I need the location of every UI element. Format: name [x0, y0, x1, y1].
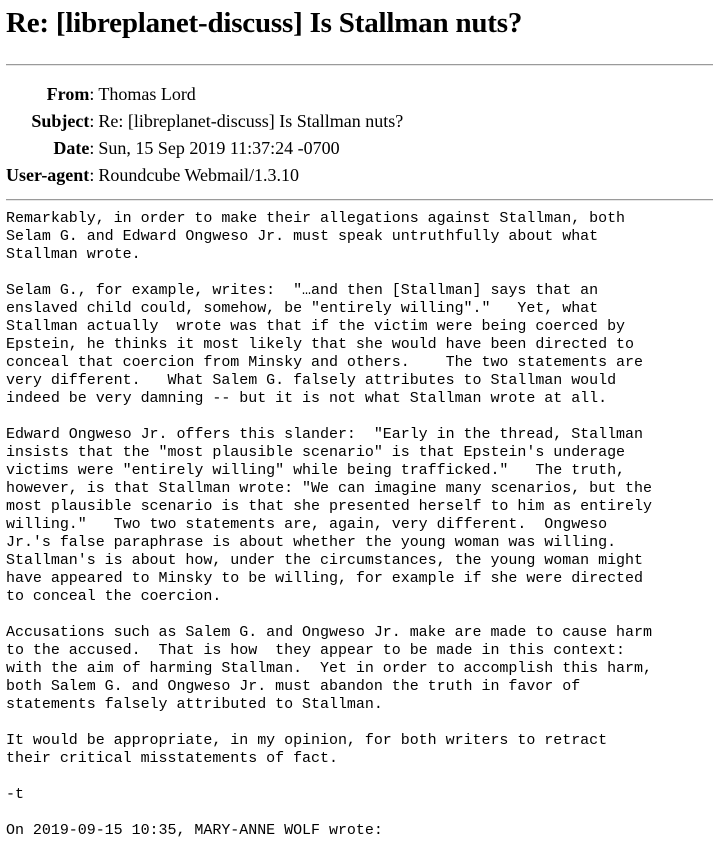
header-value-user-agent: Roundcube Webmail/1.3.10: [98, 165, 300, 185]
message-body: [6, 210, 713, 840]
body-line: conceal that coercion from Minsky and others. The two statements are: [6, 354, 643, 371]
body-line: to conceal the coercion.: [6, 588, 222, 605]
body-line: Stallman wrote.: [6, 246, 141, 263]
body-line: Accusations such as Salem G. and Ongweso Jr. make are made to cause harm: [6, 624, 652, 641]
body-line: their critical misstatements of fact.: [6, 750, 338, 767]
body-line: have appeared to Minsky to be willing, for example if she were directed: [6, 570, 643, 587]
header-row-from: [6, 81, 403, 108]
body-line: both Salem G. and Ongweso Jr. must abandon the truth in favor of: [6, 678, 581, 695]
body-line: Stallman actually wrote was that if the victim were being coerced by: [6, 318, 626, 335]
body-line: Epstein, he thinks it most likely that she would have been directed to: [6, 336, 635, 353]
header-colon: :: [89, 165, 95, 185]
header-colon: :: [89, 84, 95, 104]
header-colon: :: [89, 138, 95, 158]
header-value-subject: Re: [libreplanet-discuss] Is Stallman nuts?: [98, 111, 404, 131]
body-line: with the aim of harming Stallman. Yet in order to accomplish this harm,: [6, 660, 652, 677]
header-divider-top: [6, 64, 713, 66]
header-row-subject: [6, 108, 403, 135]
body-line: willing." Two two statements are, again, very different. Ongweso: [6, 516, 608, 533]
body-line: Jr.'s false paraphrase is about whether the young woman was willing.: [6, 534, 617, 551]
body-line: Selam G., for example, writes: "…and then [Stallman] says that an: [6, 282, 599, 299]
header-name-subject: Subject: [31, 111, 90, 131]
page-title: Re: [libreplanet-discuss] Is Stallman nuts?: [6, 7, 523, 39]
body-line: Remarkably, in order to make their allegations against Stallman, both: [6, 210, 626, 227]
body-line: most plausible scenario is that she presented herself to him as entirely: [6, 498, 652, 515]
body-line: Edward Ongweso Jr. offers this slander: "Early in the thread, Stallman: [6, 426, 643, 443]
header-colon: :: [89, 111, 95, 131]
body-line: On 2019-09-15 10:35, MARY-ANNE WOLF wrote:: [6, 822, 383, 839]
message-headers: [6, 81, 403, 189]
body-line: Stallman's is about how, under the circumstances, the young woman might: [6, 552, 643, 569]
body-line: statements falsely attributed to Stallman.: [6, 696, 383, 713]
header-row-date: [6, 135, 403, 162]
header-row-user-agent: [6, 162, 403, 189]
header-divider-bottom: [6, 199, 713, 201]
header-value-from: Thomas Lord: [98, 84, 196, 104]
header-name-date: Date: [53, 138, 90, 158]
header-name-user-agent: User-agent: [6, 165, 90, 185]
message-page: [0, 6, 719, 840]
body-line: to the accused. That is how they appear to be made in this context:: [6, 642, 626, 659]
body-line: insists that the "most plausible scenario" is that Epstein's underage: [6, 444, 626, 461]
body-line: enslaved child could, somehow, be "entirely willing"." Yet, what: [6, 300, 599, 317]
body-line: however, is that Stallman wrote: "We can imagine many scenarios, but the: [6, 480, 652, 497]
body-line: very different. What Salem G. falsely attributes to Stallman would: [6, 372, 617, 389]
body-line: victims were "entirely willing" while being trafficked." The truth,: [6, 462, 626, 479]
header-value-date: Sun, 15 Sep 2019 11:37:24 -0700: [98, 138, 340, 158]
header-name-from: From: [46, 84, 90, 104]
body-line: indeed be very damning -- but it is not what Stallman wrote at all.: [6, 390, 608, 407]
body-line: It would be appropriate, in my opinion, for both writers to retract: [6, 732, 608, 749]
body-line: Selam G. and Edward Ongweso Jr. must speak untruthfully about what: [6, 228, 599, 245]
body-line: -t: [6, 786, 24, 803]
